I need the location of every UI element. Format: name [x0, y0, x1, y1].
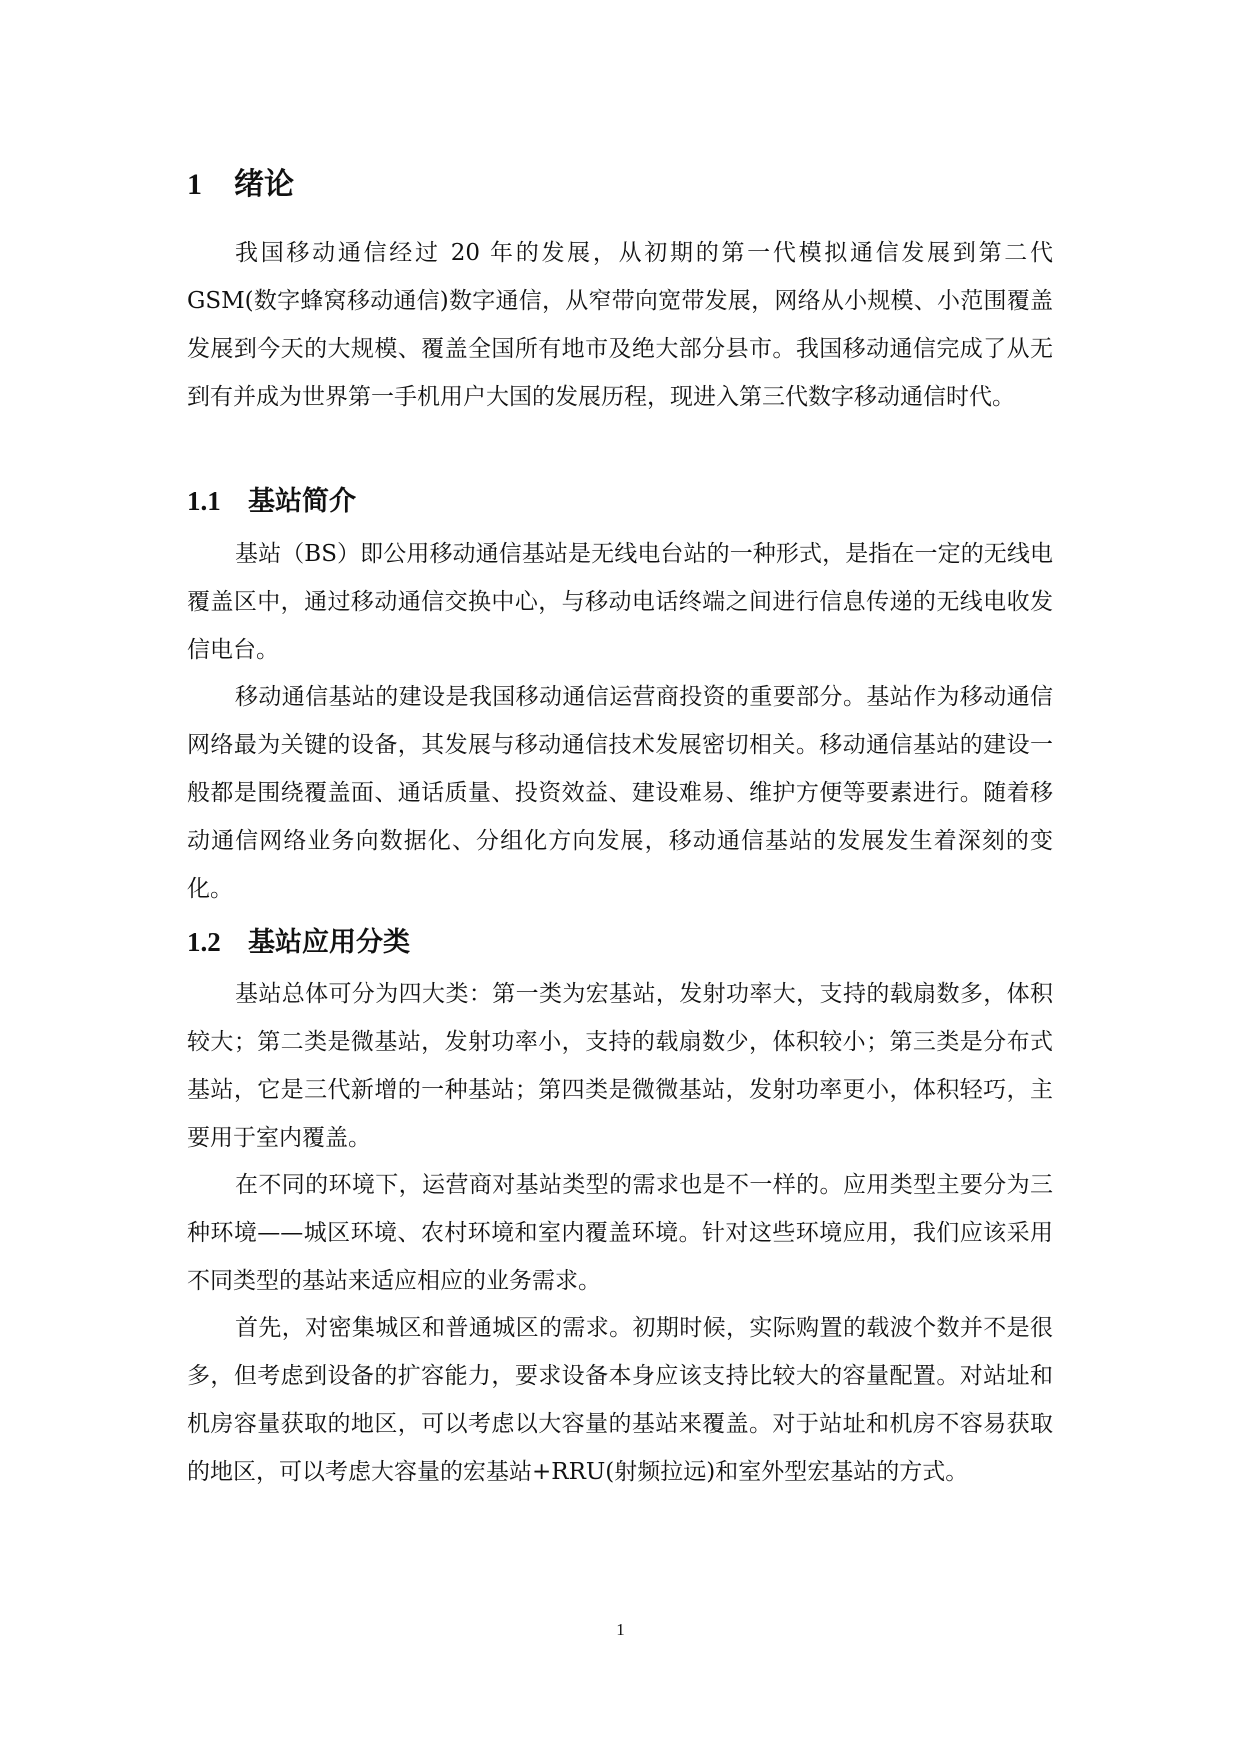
body-paragraph: 基站总体可分为四大类：第一类为宏基站，发射功率大，支持的载扇数多，体积较大；第二类是微基站，发射功率小，支持的载扇数少，体积较小；第三类是分布式基站，它是三代新增的一种基站；第四类是微微基站，发射功率更小，体积轻巧，主要用于室内覆盖。: [187, 981, 1053, 1151]
chapter-title: 绪论: [234, 167, 294, 202]
section-title: 基站简介: [248, 486, 356, 517]
chapter-heading: [187, 167, 294, 203]
body-paragraph: 我国移动通信经过 20 年的发展，从初期的第一代模拟通信发展到第二代 GSM(数字蜂窝移动通信)数字通信，从窄带向宽带发展，网络从小规模、小范围覆盖发展到今天的大规模、覆盖全国所有地市及绝大部分县市。我国移动通信完成了从无到有并成为世界第一手机用户大国的发展历程，现进入第三代数字移动通信时代。: [187, 240, 1053, 410]
body-paragraph: 基站（BS）即公用移动通信基站是无线电台站的一种形式，是指在一定的无线电覆盖区中，通过移动通信交换中心，与移动电话终端之间进行信息传递的无线电收发信电台。: [187, 541, 1053, 663]
section-number: 1.1: [187, 486, 221, 516]
chapter-number: 1: [187, 168, 202, 201]
page-number: 1: [616, 1620, 625, 1639]
section-number: 1.2: [187, 927, 221, 957]
section-heading-1-2: [187, 925, 410, 960]
body-paragraph: 在不同的环境下，运营商对基站类型的需求也是不一样的。应用类型主要分为三种环境——城区环境、农村环境和室内覆盖环境。针对这些环境应用，我们应该采用不同类型的基站来适应相应的业务需求。: [187, 1172, 1053, 1294]
section-title: 基站应用分类: [248, 927, 410, 958]
section-heading-1-1: [187, 484, 356, 519]
body-paragraph: 首先，对密集城区和普通城区的需求。初期时候，实际购置的载波个数并不是很多，但考虑到设备的扩容能力，要求设备本身应该支持比较大的容量配置。对站址和机房容量获取的地区，可以考虑以大容量的基站来覆盖。对于站址和机房不容易获取的地区，可以考虑大容量的宏基站+RRU(射频拉远)和室外型宏基站的方式。: [187, 1315, 1053, 1485]
body-paragraph: 移动通信基站的建设是我国移动通信运营商投资的重要部分。基站作为移动通信网络最为关键的设备，其发展与移动通信技术发展密切相关。移动通信基站的建设一般都是围绕覆盖面、通话质量、投资效益、建设难易、维护方便等要素进行。随着移动通信网络业务向数据化、分组化方向发展，移动通信基站的发展发生着深刻的变化。: [187, 684, 1053, 902]
